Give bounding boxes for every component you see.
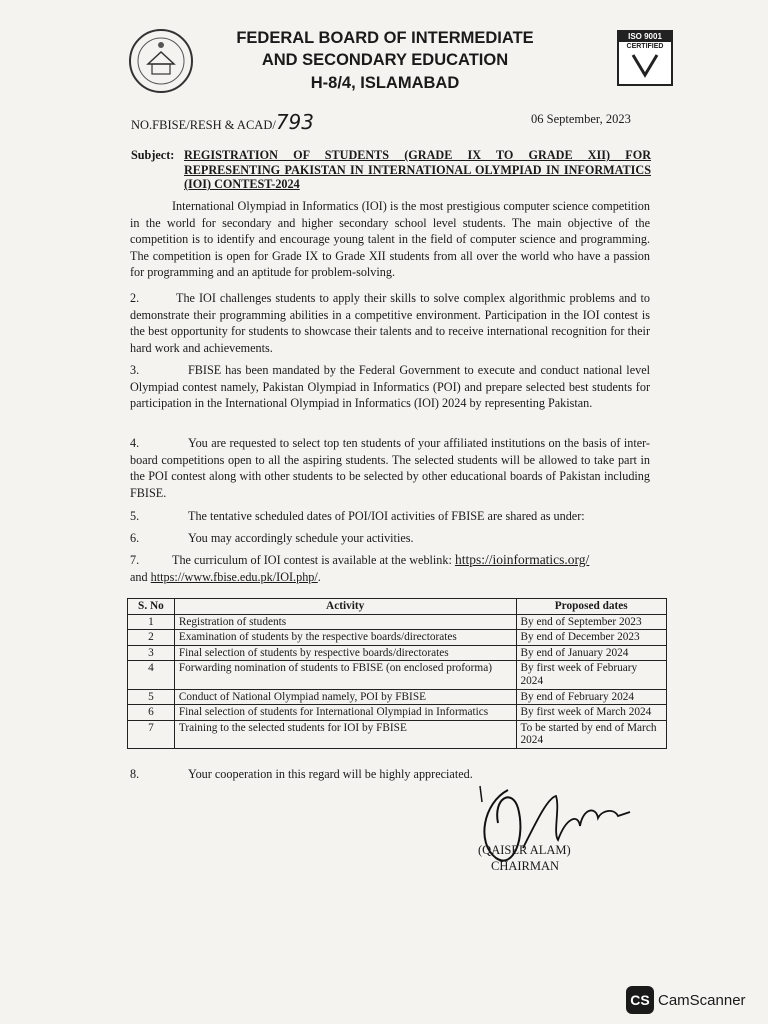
paragraph-6-number: 6. — [130, 531, 140, 545]
paragraph-7 — [130, 552, 650, 585]
iso-certified-label: CERTIFIED — [626, 43, 664, 50]
row-date: By end of September 2023 — [516, 614, 667, 630]
row-date: By first week of March 2024 — [516, 705, 667, 721]
table-row — [128, 630, 667, 646]
header-line-3: H-8/4, ISLAMABAD — [310, 74, 460, 92]
signatory-name: (QAISER ALAM) — [478, 843, 571, 857]
ioi-weblink[interactable]: https://ioinformatics.org/ — [454, 552, 590, 567]
table-header-row — [128, 599, 667, 615]
subject-label: Subject: — [131, 148, 175, 162]
table-row — [128, 661, 667, 689]
paragraph-3-text: FBISE has been mandated by the Federal Government to execute and conduct national level Olympiad contest namely, Pakistan Olympiad in Informatics (POI) and prepare selected best students for participation in the International Olympiad in Informatics (IOI) 2024 by representing Pakistan. — [130, 363, 650, 410]
table-row — [128, 614, 667, 630]
camscanner-text: CamScanner — [658, 991, 746, 1009]
row-number: 6 — [128, 705, 175, 721]
row-date: By end of January 2024 — [516, 645, 667, 661]
header-line-2: AND SECONDARY EDUCATION — [261, 51, 509, 69]
paragraph-8-text: Your cooperation in this regard will be highly appreciated. — [188, 767, 473, 781]
signatory-title: CHAIRMAN — [491, 859, 560, 873]
table-row — [128, 705, 667, 721]
camscanner-logo: CS — [626, 986, 654, 1014]
iso-certification-badge — [617, 30, 673, 86]
schedule-table — [127, 598, 667, 749]
row-number: 2 — [128, 630, 175, 646]
paragraph-7-text: The curriculum of IOI contest is available at the weblink: — [172, 553, 452, 567]
row-activity: Final selection of students for International Olympiad in Informatics — [174, 705, 516, 721]
paragraph-3-number: 3. — [130, 363, 140, 377]
paragraph-6 — [130, 530, 650, 547]
paragraph-5 — [130, 508, 650, 525]
row-date: By end of December 2023 — [516, 630, 667, 646]
row-date: By end of February 2024 — [516, 689, 667, 705]
paragraph-4-number: 4. — [130, 436, 140, 450]
camscanner-watermark — [626, 986, 746, 1014]
row-activity: Final selection of students by respective boards/directorates — [174, 645, 516, 661]
header-activity: Activity — [174, 599, 516, 615]
paragraph-4-text: You are requested to select top ten students of your affiliated institutions on the basis of inter-board competitions open to all the aspiring students. The selected students will be allowed to take part in the POI contest along with other students to be selected by other educational boards of Pakistan including FBISE. — [130, 436, 650, 500]
paragraph-5-text: The tentative scheduled dates of POI/IOI activities of FBISE are shared as under: — [188, 509, 585, 523]
row-number: 5 — [128, 689, 175, 705]
row-date: To be started by end of March 2024 — [516, 720, 667, 748]
row-number: 1 — [128, 614, 175, 630]
iso-label: ISO 9001 — [619, 32, 671, 42]
checkmark-icon — [630, 52, 660, 78]
table-row — [128, 689, 667, 705]
table-row — [128, 645, 667, 661]
row-number: 7 — [128, 720, 175, 748]
paragraph-6-text: You may accordingly schedule your activities. — [188, 531, 414, 545]
header-proposed-dates: Proposed dates — [516, 599, 667, 615]
row-activity: Conduct of National Olympiad namely, POI by FBISE — [174, 689, 516, 705]
paragraph-2-number: 2. — [130, 291, 140, 305]
row-activity: Training to the selected students for IOI by FBISE — [174, 720, 516, 748]
paragraph-8-number: 8. — [130, 767, 140, 781]
paragraph-5-number: 5. — [130, 509, 140, 523]
paragraph-1: International Olympiad in Informatics (IOI) is the most prestigious computer science competition in the world for secondary and higher secondary school level students. The main objective of the competition is to identify and encourage young talent in the field of computer science and programming. The competition is open for Grade IX to Grade XII students from all over the world who have a passion for programming and an aptitude for problem-solving. — [130, 199, 650, 279]
fbise-weblink[interactable]: https://www.fbise.edu.pk/IOI.php/ — [150, 569, 318, 584]
paragraph-3 — [130, 362, 650, 412]
paragraph-7-end: . — [317, 569, 321, 584]
header-line-1: FEDERAL BOARD OF INTERMEDIATE — [236, 29, 534, 47]
reference-prefix: NO.FBISE/RESH & ACAD/ — [131, 118, 276, 132]
paragraph-4 — [130, 435, 650, 501]
subject-text: REGISTRATION OF STUDENTS (GRADE IX TO GRADE XII) FOR REPRESENTING PAKISTAN IN INTERNATIONAL OLYMPIAD IN INFORMATICS (IOI) CONTEST-2024 — [184, 148, 651, 191]
row-number: 4 — [128, 661, 175, 689]
paragraph-2-text: The IOI challenges students to apply their skills to solve complex algorithmic problems and to demonstrate their programming abilities in a competitive environment. Participation in the IOI contest is the best opportunity for students to showcase their talents and to receive international recognition for their hard work and achievements. — [130, 291, 650, 355]
row-date: By first week of February 2024 — [516, 661, 667, 689]
paragraph-7-number: 7. — [130, 553, 140, 567]
reference-handwritten-number: 793 — [275, 110, 315, 134]
header-sno: S. No — [128, 599, 175, 615]
table-row — [128, 720, 667, 748]
row-activity: Forwarding nomination of students to FBISE (on enclosed proforma) — [174, 661, 516, 689]
letter-date: 06 September, 2023 — [531, 112, 631, 126]
paragraph-7-and: and — [130, 569, 148, 584]
paragraph-2 — [130, 290, 650, 356]
subject-block — [131, 148, 651, 192]
row-activity: Examination of students by the respective boards/directorates — [174, 630, 516, 646]
row-activity: Registration of students — [174, 614, 516, 630]
reference-number — [131, 110, 314, 134]
row-number: 3 — [128, 645, 175, 661]
